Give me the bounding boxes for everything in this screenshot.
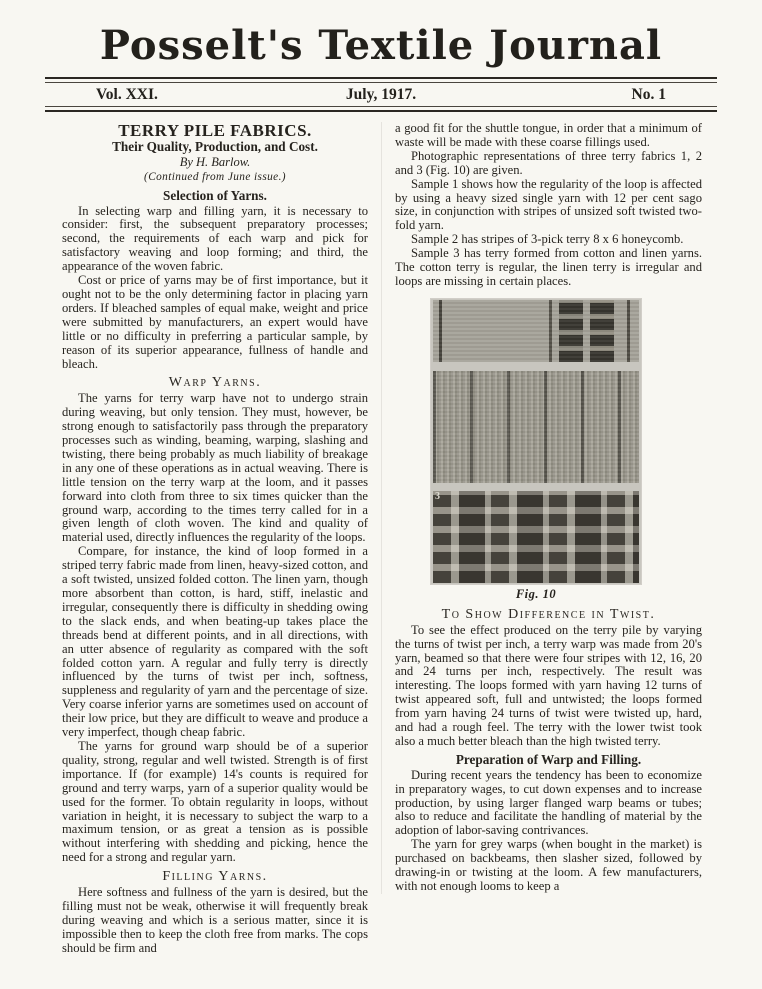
- paragraph: In selecting warp and filling yarn, it is necessary to consider: first, the subsequent preparatory processes; second, the requirements of each warp and pick for satisfactory weaving and loop forming; and third, the appearance of the woven fabric.: [62, 203, 368, 274]
- heading-warp-yarns: Warp Yarns.: [168, 375, 262, 391]
- masthead-rules: [45, 77, 717, 112]
- terry-fabric-photo: [431, 299, 641, 584]
- heading-selection-of-yarns: Selection of Yarns.: [163, 187, 267, 203]
- figure-10: [431, 299, 641, 602]
- paragraph: Cost or price of yarns may be of first importance, but it ought not to be the only determining factor in placing yarn orders. If bleached samples of equal make, weight and price were submitted by manufacturers, an expert would have little or no difficulty in preferring a particular sample, by reason of its superior appearance, fullness of handle and bleach.: [62, 273, 368, 371]
- figure-caption: Fig. 10: [515, 586, 557, 601]
- paragraph: a good fit for the shuttle tongue, in order that a minimum of waste will be made with these coarse fillings used.: [395, 121, 702, 149]
- fabric-sample-3: [433, 491, 639, 583]
- paragraph: Here softness and fullness of the yarn is desired, but the filling must not be weak, otherwise it will frequently break during weaving and which is a serious matter, since it is impossible then to keep the cloth free from marks. The cops should be firm and: [62, 885, 368, 955]
- paragraph: Photographic representations of three terry fabrics 1, 2 and 3 (Fig. 10) are given.: [395, 148, 702, 177]
- right-column: [381, 122, 702, 894]
- paragraph: To see the effect produced on the terry pile by varying the turns of twist per inch, a terry warp was made from 20's yarn, beamed so that there were four stripes with 12, 16, 20 and 24 turns per inch, respectively. The result was interesting. The loops formed with yarn having 12 turns of twist appeared soft, full and untwisted; the loops formed from yarn having 24 turns of twist were twisted up, hard, and had a rough feel. The terry with the lower twist took also a much better bleach than the high twisted terry.: [395, 622, 702, 748]
- fabric-sample-2: [433, 371, 639, 483]
- journal-title: Posselt's Textile Journal: [99, 22, 663, 69]
- left-column: [62, 122, 381, 956]
- issue-number: No. 1: [631, 86, 666, 103]
- article-title: TERRY PILE FABRICS.: [118, 121, 312, 140]
- heading-difference-in-twist: To Show Difference in Twist.: [441, 606, 656, 622]
- paragraph: Sample 2 has stripes of 3-pick terry 8 x 6 honeycomb.: [411, 232, 684, 247]
- masthead: [0, 0, 762, 68]
- issue-date: July, 1917.: [345, 86, 417, 103]
- paragraph: The yarns for terry warp have not to undergo strain during weaving, but only tension. They must, however, be strong enough to satisfactorily pass through the preparatory processes such as winding, beaming, warping, slashing and twisting, there being probably as much liability of breakage in any one of these operations as in actual weaving. There is little tension on the terry warp at the loom, and it passes forward into cloth from three to six times quicker than the ground warp, according to the times terry called for in a given length of cloth woven. The kind and quality of material used, directly influences the regularity of the loops.: [62, 391, 368, 545]
- heading-filling-yarns: Filling Yarns.: [162, 869, 268, 885]
- article-subtitle: Their Quality, Production, and Cost.: [112, 138, 318, 154]
- paragraph: Compare, for instance, the kind of loop formed in a striped terry fabric made from linen, heavy-sized cotton, and a soft twisted, unsized folded cotton. The linen yarn, though more absorbent than cotton, is hard, stiff, inelastic and irregular, consequently there is difficulty in shedding owing to the slack ends, and when beating-up takes place the threads bend at different points, and in all directions, with an utter absence of regularity as compared with the soft folded cotton yarn. A regular and fully terry is directly influenced by the turns of twist per inch, softness, suppleness and regularity of yarn and the percentage of size. Very coarse inferior yarns are sometimes used on account of their low price, but they are difficult to weave and produce a very imperfect, though cheap fabric.: [62, 544, 368, 740]
- article-body: [0, 112, 762, 956]
- sample-3-label: 3: [435, 490, 440, 502]
- paragraph: The yarn for grey warps (when bought in the market) is purchased on backbeams, then slasher sized, followed by drawing-in or twisting at the loom. A few manufacturers, with not enough looms to keep a: [395, 837, 702, 893]
- paragraph: The yarns for ground warp should be of a superior quality, strong, regular and well twisted. Strength is of first importance. If (for example) 14's counts is required for ground and terry warps, yarn of a superior quality would be used for the former. To obtain regularity in loops, without variation in height, it is necessary to subject the warp to a maximum tension, or as great a tension as is possible without interfering with shedding and picking, hence the need for a strong and regular yarn.: [62, 738, 368, 865]
- paragraph: Sample 3 has terry formed from cotton and linen yarns. The cotton terry is regular, the linen terry is irregular and loops are missing in certain places.: [395, 246, 702, 288]
- paragraph: During recent years the tendency has been to economize in preparatory wages, to cut down expenses and to increase production, by using larger flanged warp beams or tubes; also to reduce and facilitate the handling of material by the adoption of labor-saving contrivances.: [395, 767, 702, 838]
- volume-row: [90, 83, 672, 106]
- continued-note: (Continued from June issue.): [144, 170, 286, 183]
- heading-preparation-warp-filling: Preparation of Warp and Filling.: [455, 751, 642, 767]
- article-byline: By H. Barlow.: [179, 154, 251, 169]
- paragraph: Sample 1 shows how the regularity of the loop is affected by using a heavy sized single yarn with 12 per cent sago size, in conjunction with stripes of unsized soft twisted two-fold yarn.: [395, 176, 702, 233]
- fabric-sample-1: [433, 300, 639, 362]
- article-header: [62, 121, 368, 185]
- volume-number: Vol. XXI.: [96, 86, 158, 103]
